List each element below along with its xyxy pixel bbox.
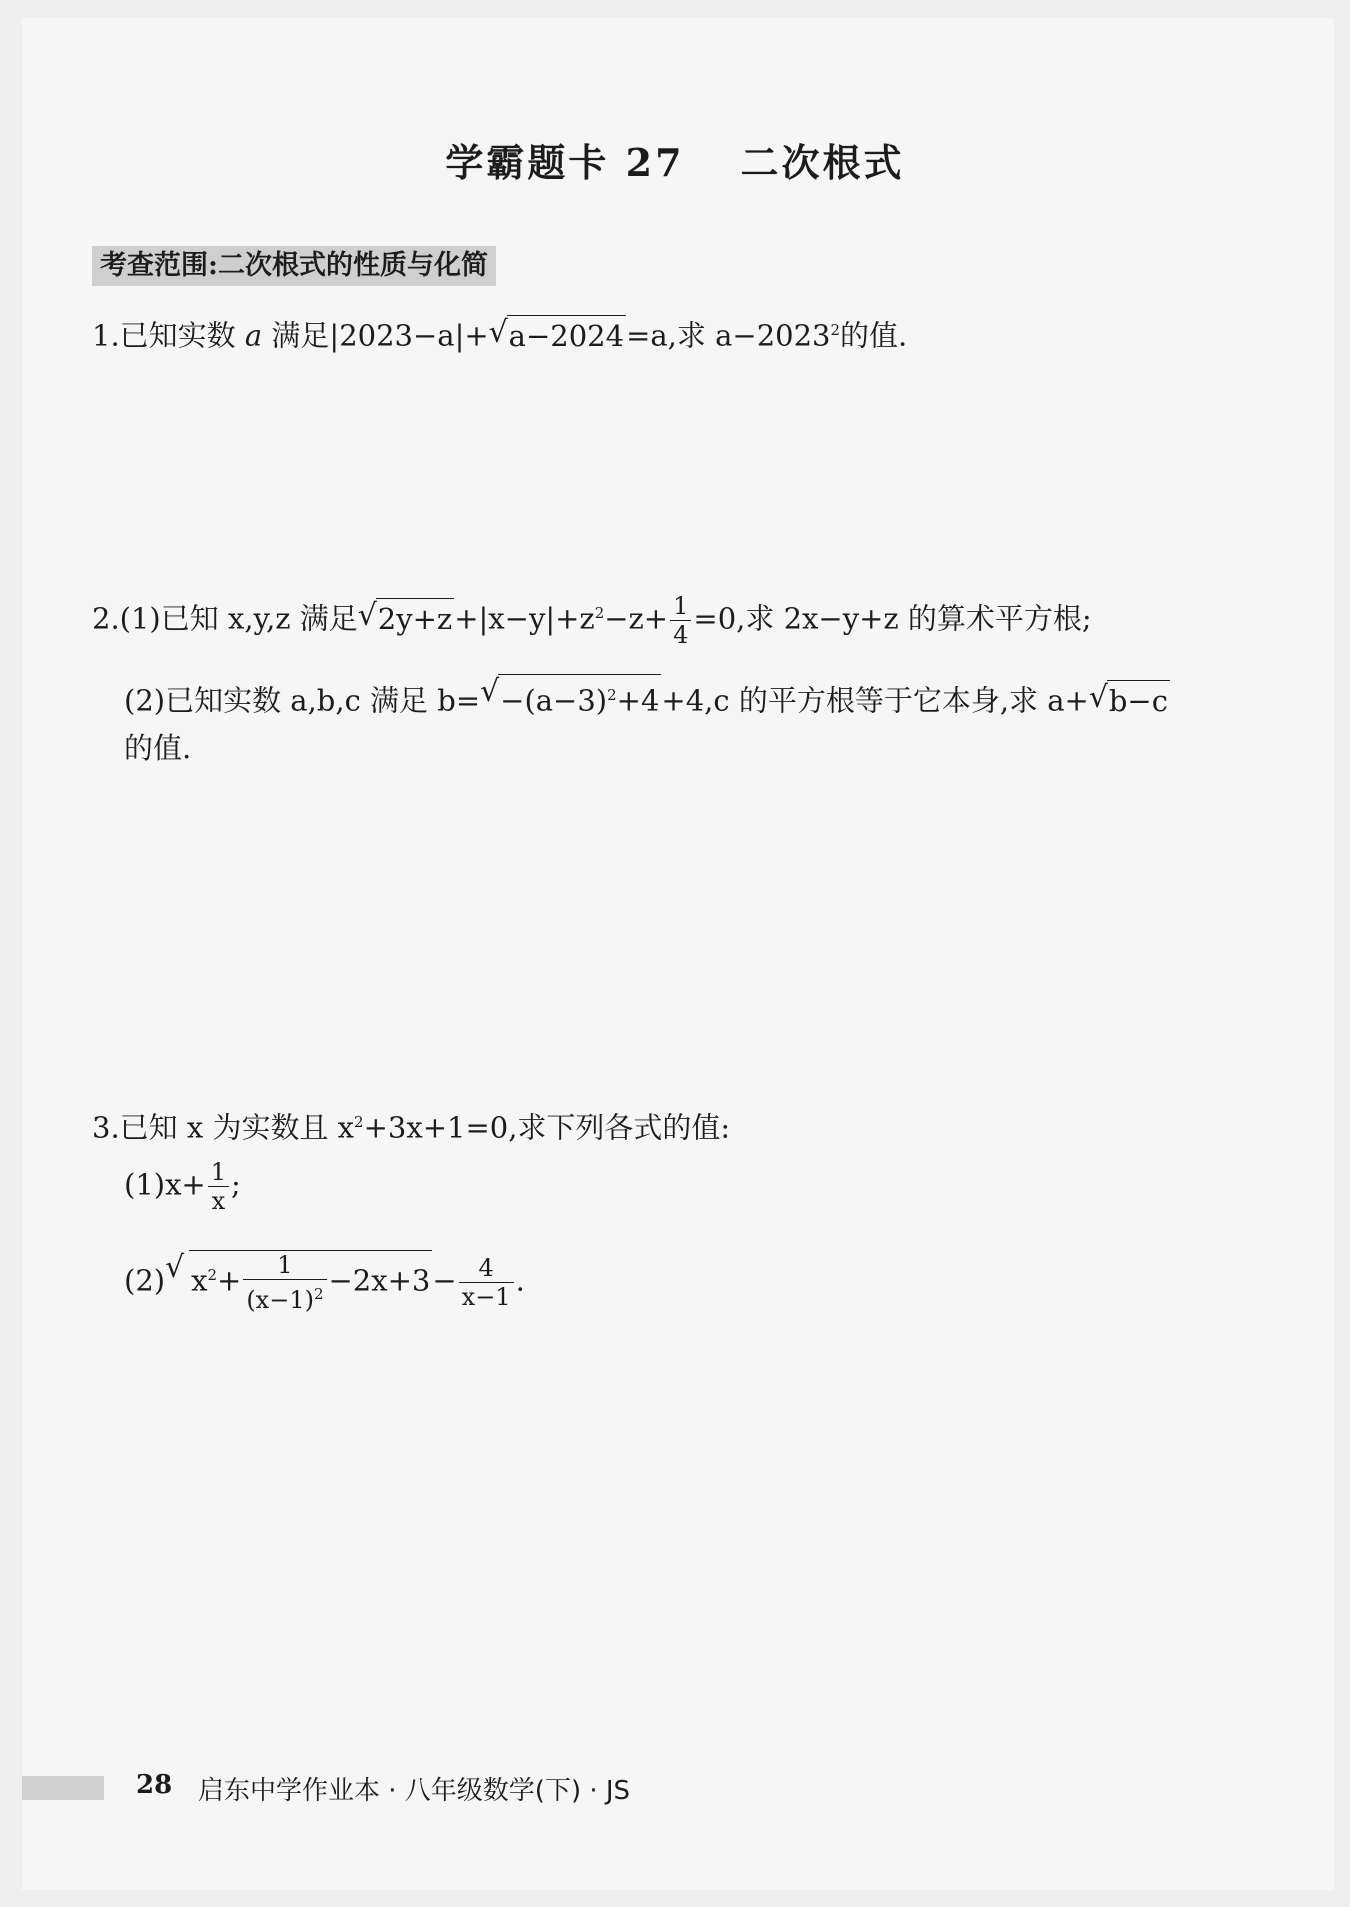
q3p1-end: ; (231, 1167, 241, 1202)
q3-exponent: 2 (354, 1113, 364, 1131)
q1-text-rest1: −a|+ (413, 318, 489, 353)
q2p2-sqrt-body: $-(a-3)^2+4$ (498, 674, 661, 721)
q2p2-sqrt-exponent: 2 (607, 686, 617, 704)
q1-sqrt (489, 315, 626, 356)
q3p2-frac-den-base: (x−1) (246, 1286, 314, 1314)
question-2-part-2 (124, 674, 1170, 721)
q2p1-text-pre: (1)已知 x,y,z 满足 (119, 601, 358, 636)
q1-var-a: a (244, 318, 263, 353)
q3p1-frac-num: 1 (208, 1158, 229, 1187)
q2p2-sqrt (480, 674, 661, 721)
question-3 (92, 1102, 730, 1148)
q1-number: 1. (92, 318, 120, 353)
q3-text-end: +3x+1=0,求下列各式的值: (363, 1110, 731, 1145)
q3p2-frac-num: 1 (243, 1251, 326, 1280)
q2p2-text-pre: (2)已知实数 a,b,c 满足 b= (124, 683, 481, 718)
question-3-part-1 (124, 1158, 241, 1215)
question-2-part-1 (92, 592, 1092, 649)
q2p1-frac-num: 1 (670, 592, 691, 621)
q3p2-fraction-2 (459, 1254, 514, 1311)
q1-text-pre: 已知实数 (119, 318, 236, 353)
q2p1-text-mid: +|x−y|+z (454, 601, 595, 636)
worksheet-page (22, 18, 1334, 1890)
q3p2-frac2-den: x−1 (461, 1283, 511, 1311)
q3-text-pre: 已知 x 为实数且 x (119, 1110, 355, 1145)
q3p2-r2: + (217, 1263, 242, 1298)
q3p1-label: (1)x+ (124, 1167, 206, 1202)
q1-sqrt-radicand: a−2024 (507, 315, 626, 356)
q2p2-text-end: 的值. (124, 731, 192, 765)
q1-text-end: 的值. (840, 318, 908, 353)
q3p2-label: (2) (124, 1263, 166, 1298)
q3-number: 3. (92, 1110, 120, 1145)
q3p2-minus: − (432, 1263, 457, 1298)
q3p1-fraction (208, 1158, 229, 1215)
book-title: 启东中学作业本 · 八年级数学(下) · JS (198, 1776, 631, 1806)
page-number: 28 (136, 1770, 173, 1800)
q2p2-sqrt2-radicand: b−c (1107, 680, 1170, 721)
q3p2-r1: x (191, 1263, 208, 1298)
q2-number: 2. (92, 601, 120, 636)
q2p1-exponent: 2 (594, 603, 605, 622)
topic-label: 二次根式 (740, 140, 905, 185)
q1-exponent: 2 (830, 321, 841, 339)
q2p1-sqrt (358, 598, 454, 639)
footer-bar (22, 1776, 104, 1800)
q3p2-frac-den-exp: 2 (313, 1285, 324, 1303)
q2p1-frac-den: 4 (673, 621, 689, 649)
q3p2-end: . (515, 1263, 525, 1298)
q2p1-fraction (670, 592, 691, 649)
q2p1-sqrt-radicand: 2y+z (376, 598, 454, 639)
q2p1-text-end: =0,求 2x−y+z 的算术平方根; (693, 601, 1092, 636)
q3p2-big-sqrt (165, 1250, 432, 1314)
scope-banner: 考查范围:二次根式的性质与化简 (92, 246, 496, 286)
q2p1-text-mid2: −z+ (604, 601, 669, 636)
question-3-part-2 (124, 1250, 525, 1314)
q3p2-frac2-num: 4 (459, 1254, 514, 1283)
q1-text-mid: 满足|2023 (271, 318, 413, 353)
q3p2-r3: −2x+3 (328, 1263, 431, 1298)
question-1 (92, 310, 907, 356)
q3p2-frac-den (243, 1280, 326, 1314)
q1-text-rest2: =a,求 a−2023 (626, 318, 831, 353)
q2p2-sqrt-radicand: −(a−3) (500, 683, 608, 718)
q3p2-r1-exp: 2 (207, 1265, 217, 1284)
page-title (0, 132, 1350, 187)
q2p2-sqrt2 (1089, 680, 1170, 721)
q3p1-frac-den: x (211, 1187, 226, 1215)
q2p2-text-mid: +4,c 的平方根等于它本身,求 a+ (661, 683, 1089, 718)
q3p2-sqrt-body (189, 1250, 432, 1314)
q3p2-fraction (243, 1251, 326, 1314)
card-label: 学霸题卡 27 (445, 140, 685, 185)
